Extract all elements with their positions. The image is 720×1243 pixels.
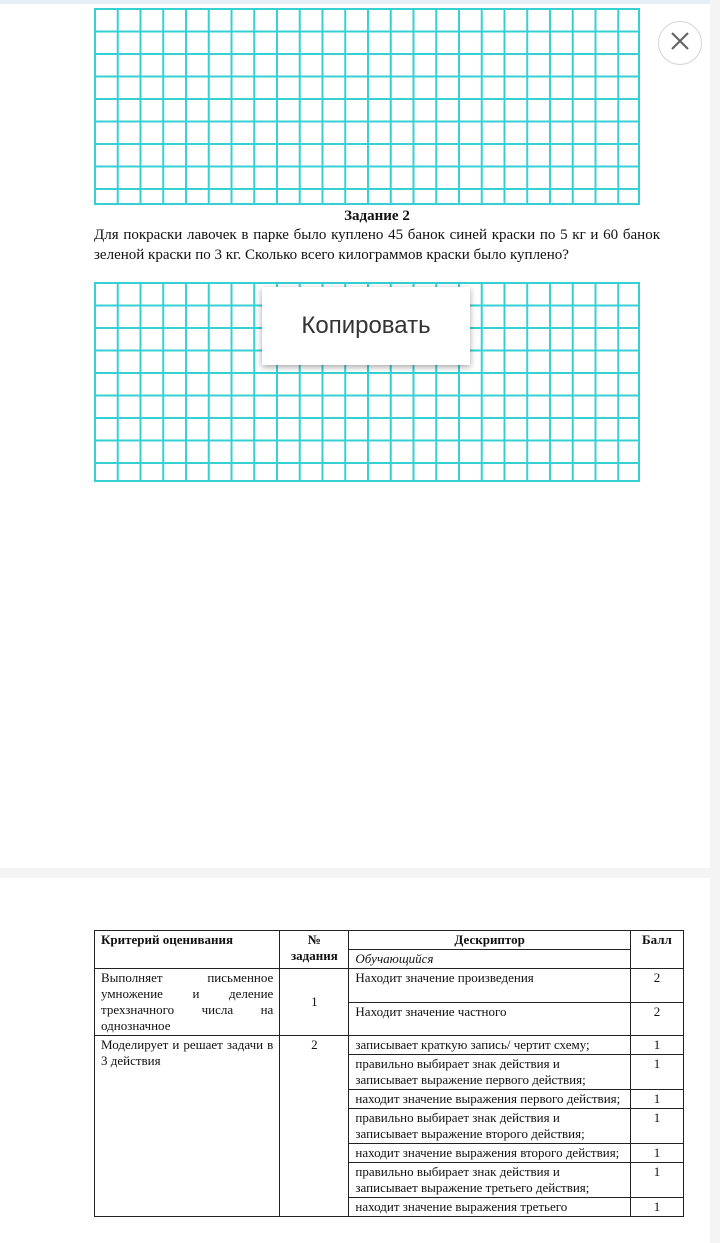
header-task-number: № задания [280, 931, 349, 969]
task-2-title: Задание 2 [344, 208, 410, 224]
grid-workspace-1 [94, 8, 640, 205]
header-descriptor-sub: Обучающийся [349, 950, 630, 969]
row2-score-1: 1 [630, 1036, 683, 1055]
row1-score-2: 2 [630, 1002, 683, 1036]
row2-task-number: 2 [280, 1036, 349, 1217]
row2-descriptor-6: правильно выбирает знак действия и записывает выражение третьего действия; [349, 1163, 630, 1198]
copy-button[interactable]: Копировать [262, 287, 470, 365]
row2-score-2: 1 [630, 1055, 683, 1090]
row1-task-number: 1 [280, 969, 349, 1036]
row2-descriptor-2: правильно выбирает знак действия и записывает выражение первого действия; [349, 1055, 630, 1090]
row2-score-3: 1 [630, 1090, 683, 1109]
close-icon [670, 31, 690, 56]
row2-score-7: 1 [630, 1198, 683, 1217]
header-descriptor: Дескриптор [349, 931, 630, 950]
close-button[interactable] [658, 21, 702, 65]
rubric-header-row [95, 931, 684, 950]
row2-criterion: Моделирует и решает задачи в 3 действия [95, 1036, 280, 1217]
row2-descriptor-5: находит значение выражения второго действия; [349, 1144, 630, 1163]
row1-descriptor-1: Находит значение произведения [349, 969, 630, 1003]
header-score: Балл [630, 931, 683, 969]
row2-descriptor-4: правильно выбирает знак действия и записывает выражение второго действия; [349, 1109, 630, 1144]
row2-score-4: 1 [630, 1109, 683, 1144]
row2-descriptor-1: записывает краткую запись/ чертит схему; [349, 1036, 630, 1055]
row1-criterion: Выполняет письменное умножение и деление трехзначного числа на однозначное [95, 969, 280, 1036]
row2-descriptor-3: находит значение выражения первого действия; [349, 1090, 630, 1109]
document-page-2 [0, 878, 710, 1243]
row2-score-6: 1 [630, 1163, 683, 1198]
row1-descriptor-2: Находит значение частного [349, 1002, 630, 1036]
task-2-text: Для покраски лавочек в парке было куплено 45 банок синей краски по 5 кг и 60 банок зеленой краски по 3 кг. Сколько всего килограммов краски было куплено? [94, 227, 660, 263]
header-criterion: Критерий оценивания [95, 931, 280, 969]
rubric-table [94, 930, 684, 1217]
table-row [95, 1036, 684, 1055]
row2-descriptor-7: находит значение выражения третьего [349, 1198, 630, 1217]
row2-score-5: 1 [630, 1144, 683, 1163]
row1-score-1: 2 [630, 969, 683, 1003]
table-row [95, 969, 684, 1003]
